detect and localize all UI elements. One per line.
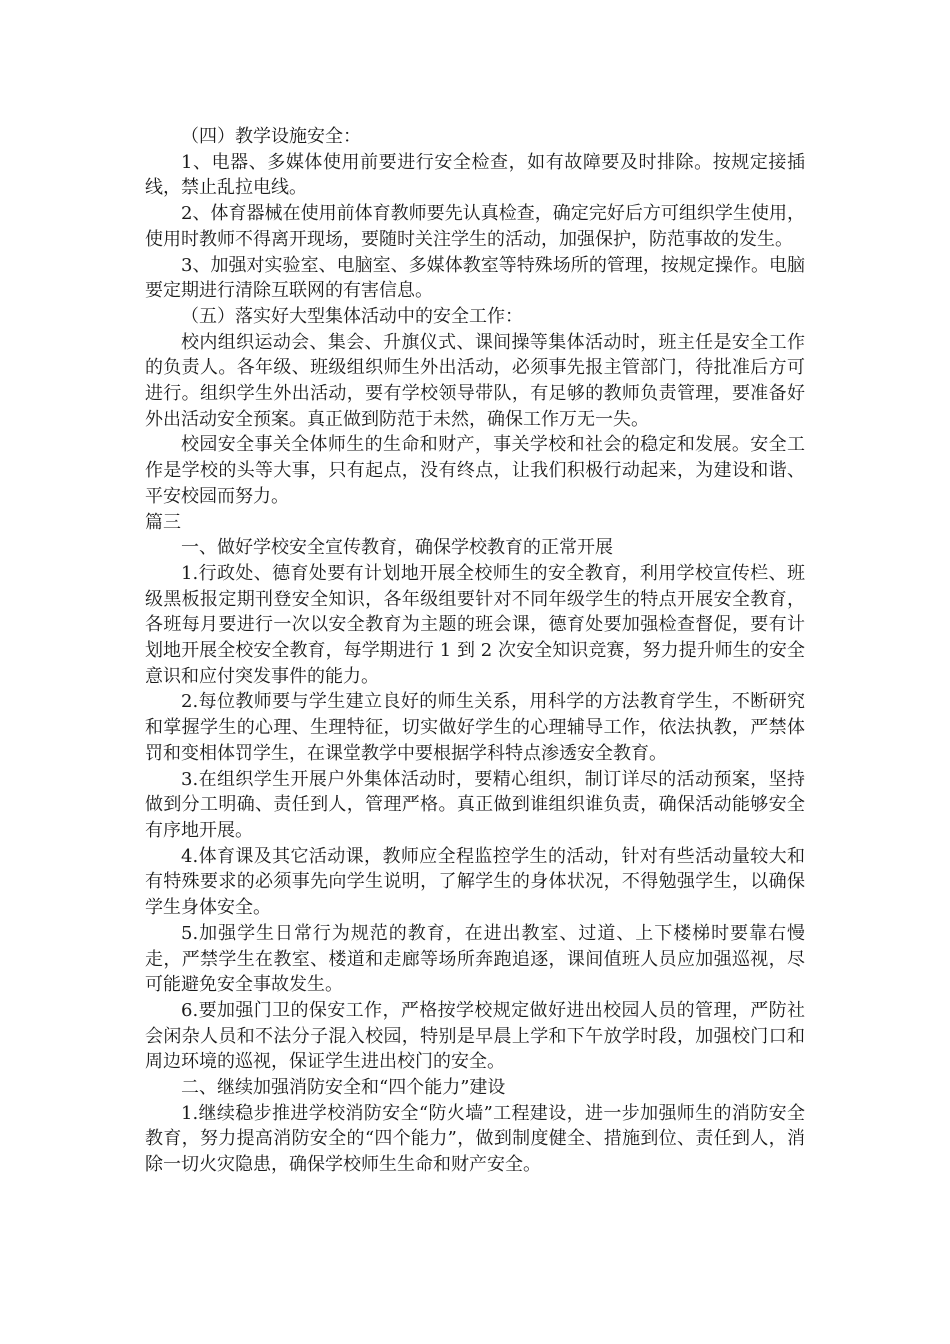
paragraph-item: 3、加强对实验室、电脑室、多媒体教室等特殊场所的管理，按规定操作。电脑要定期进行清除互联网的有害信息。 (145, 254, 805, 302)
paragraph-item: 5.加强学生日常行为规范的教育，在进出教室、过道、上下楼梯时要靠右慢走，严禁学生在教室、楼道和走廊等场所奔跑追逐，课间值班人员应加强巡视，尽可能避免安全事故发生。 (145, 922, 805, 996)
paragraph-item: 2、体育器械在使用前体育教师要先认真检查，确定完好后方可组织学生使用，使用时教师不得离开现场，要随时关注学生的活动，加强保护，防范事故的发生。 (145, 203, 805, 250)
paragraph-section-5-heading: （五）落实好大型集体活动中的安全工作： (181, 305, 523, 327)
paragraph-section-4-heading: （四）教学设施安全： (181, 126, 361, 147)
paragraph-item: 1、电器、多媒体使用前要进行安全检查，如有故障要及时排除。按规定接插线，禁止乱拉电线。 (145, 151, 805, 199)
paragraph-section-heading: 二、继续加强消防安全和“四个能力”建设 (181, 1077, 506, 1099)
paragraph-section-heading: 一、做好学校安全宣传教育，确保学校教育的正常开展 (181, 537, 613, 559)
paragraph-item: 1.继续稳步推进学校消防安全“防火墙”工程建设，进一步加强师生的消防安全教育，努力提高消防安全的“四个能力”，做到制度健全、措施到位、责任到人，消除一切火灾隐患，确保学校师生生命和财产安全。 (145, 1102, 805, 1176)
paragraph-item: 2.每位教师要与学生建立良好的师生关系，用科学的方法教育学生，不断研究和掌握学生的心理、生理特征，切实做好学生的心理辅导工作，依法执教，严禁体罚和变相体罚学生，在课堂教学中要根据学科特点渗透安全教育。 (145, 691, 805, 764)
paragraph-item: 3.在组织学生开展户外集体活动时，要精心组织，制订详尽的活动预案，坚持做到分工明确、责任到人，管理严格。真正做到谁组织谁负责，确保活动能够安全有序地开展。 (145, 768, 805, 841)
paragraph-body: 校内组织运动会、集会、升旗仪式、课间操等集体活动时，班主任是安全工作的负责人。各年级、班级组织师生外出活动，必须事先报主管部门，待批准后方可进行。组织学生外出活动，要有学校领导带队，有足够的教师负责管理，要准备好外出活动安全预案。真正做到防范于未然，确保工作万无一失。 (145, 331, 805, 430)
chapter-heading: 篇三 (145, 511, 181, 533)
document-page (145, 124, 805, 1178)
paragraph-item: 4.体育课及其它活动课，教师应全程监控学生的活动，针对有些活动量较大和有特殊要求的必须事先向学生说明，了解学生的身体状况，不得勉强学生，以确保学生身体安全。 (145, 845, 805, 919)
paragraph-item: 6.要加强门卫的保安工作，严格按学校规定做好进出校园人员的管理，严防社会闲杂人员和不法分子混入校园，特别是早晨上学和下午放学时段，加强校门口和周边环境的巡视，保证学生进出校门的安全。 (145, 999, 805, 1073)
paragraph-item: 1.行政处、德育处要有计划地开展全校师生的安全教育，利用学校宣传栏、班级黑板报定期刊登安全知识，各年级组要针对不同年级学生的特点开展安全教育，各班每月要进行一次以安全教育为主题的班会课，德育处要加强检查督促，要有计划地开展全校安全教育，每学期进行 1 到 2 次安全知识竞赛，努力提升师生的安全意识和应付突发事件的能力。 (145, 562, 805, 687)
paragraph-body: 校园安全事关全体师生的生命和财产，事关学校和社会的稳定和发展。安全工作是学校的头等大事，只有起点，没有终点，让我们积极行动起来，为建设和谐、平安校园而努力。 (145, 434, 805, 507)
